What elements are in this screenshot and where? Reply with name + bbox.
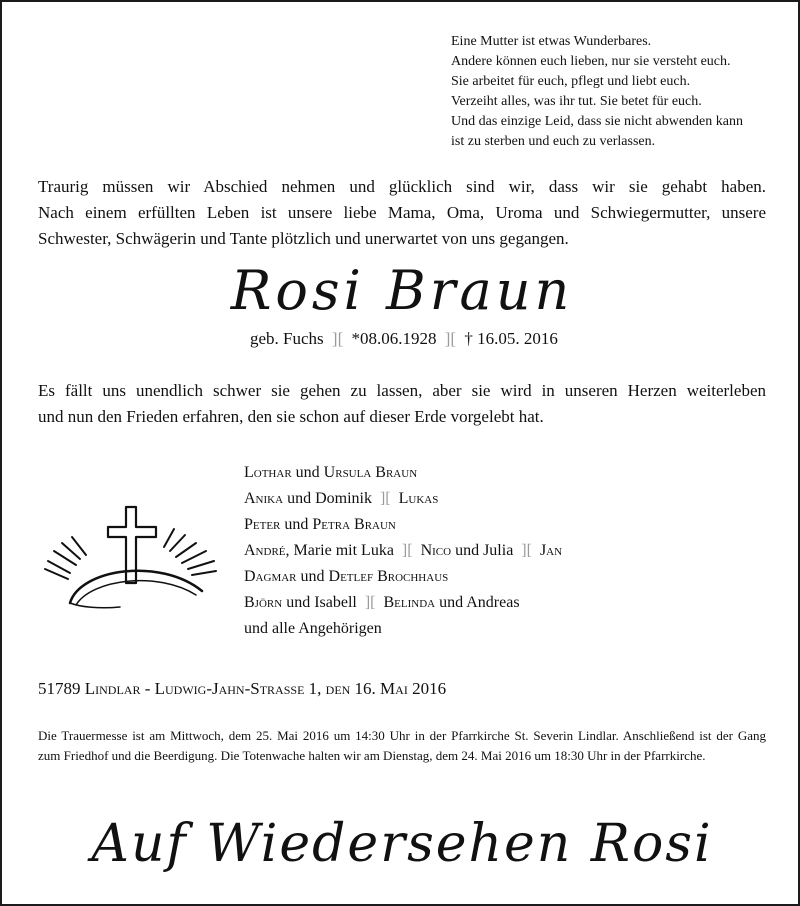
family-name: Julia (483, 542, 514, 559)
family-name: Isabell (314, 594, 357, 611)
poem-line: Andere können euch lieben, nur sie versteht euch. (451, 54, 731, 69)
family-name: Lothar (244, 464, 292, 481)
conjunction: und (295, 464, 320, 481)
family-name: Jan (539, 542, 563, 559)
family-name: Petra (312, 516, 351, 533)
family-surname: Brochhaus (377, 568, 449, 585)
poem (451, 32, 771, 152)
family-name: Anika (244, 490, 284, 507)
poem-line: Eine Mutter ist etwas Wunderbares. (451, 34, 652, 49)
separator: ][ (401, 542, 413, 559)
separator: ][ (521, 542, 532, 559)
family-line (244, 590, 562, 616)
death-date: † 16.05. 2016 (464, 329, 558, 348)
poem-line: Verzeiht alles, was ihr tut. Sie betet für euch. (451, 94, 702, 109)
other-relatives: und alle Angehörigen (244, 620, 382, 637)
family-name: Marie mit Luka (293, 542, 394, 559)
family-line (244, 564, 562, 590)
poem-line: ist zu sterben und euch zu verlassen. (451, 134, 656, 149)
conjunction: und (455, 542, 480, 559)
comma: , (285, 542, 290, 559)
family-name: Nico (420, 542, 452, 559)
cross-on-hill-icon (40, 499, 220, 611)
family-name: Dagmar (244, 568, 297, 585)
farewell-title: Auf Wiedersehen Rosi (91, 814, 713, 874)
notice-line: zum Friedhof und die Beerdigung. Die Totenwache halten wir am Dienstag, dem 24. Mai 2016 um 18:30 Uhr in der Pfarrkirche. (38, 748, 706, 763)
family-name: Lukas (398, 490, 439, 507)
address-line: 51789 Lindlar - Ludwig-Jahn-Strasse 1, den 16. Mai 2016 (38, 679, 447, 698)
family-name: Björn (244, 594, 283, 611)
family-line (244, 486, 562, 512)
intro-text (38, 174, 766, 252)
separator: ][ (444, 329, 457, 348)
conjunction: und (300, 568, 325, 585)
family-name: Belinda (383, 594, 436, 611)
family-name: André (244, 542, 286, 559)
conjunction: und (284, 516, 309, 533)
conjunction: und (286, 594, 311, 611)
intro-line: Schwester, Schwägerin und Tante plötzlich und unerwartet von uns gegangen. (38, 229, 569, 248)
family-line (244, 460, 562, 486)
notice-line: Die Trauermesse ist am Mittwoch, dem 25. Mai 2016 um 14:30 Uhr in der Pfarrkirche St. Severin Lindlar. Anschließend ist der Gang (38, 728, 766, 743)
funeral-notice (38, 726, 766, 766)
paragraph-line: Es fällt uns unendlich schwer sie gehen zu lassen, aber sie wird in unseren Herzen weiterleben (38, 381, 766, 400)
separator: ][ (364, 594, 376, 611)
deceased-name: Rosi Braun (230, 259, 574, 322)
family-name: Ursula (323, 464, 372, 481)
paragraph-line: und nun den Frieden erfahren, den sie schon auf dieser Erde vorgelebt hat. (38, 407, 544, 426)
family-name: Andreas (466, 594, 520, 611)
family-list (244, 460, 562, 642)
conjunction: und (287, 490, 312, 507)
family-surname: Braun (375, 464, 418, 481)
conjunction: und (439, 594, 464, 611)
family-name: Dominik (315, 490, 372, 507)
poem-line: Und das einzige Leid, dass sie nicht abwenden kann (451, 114, 743, 129)
family-line (244, 538, 562, 564)
family-name: Detlef (328, 568, 374, 585)
poem-line: Sie arbeitet für euch, pflegt und liebt euch. (451, 74, 691, 89)
intro-line: Nach einem erfüllten Leben ist unsere liebe Mama, Oma, Uroma und Schwiegermutter, unsere (38, 203, 766, 222)
birth-name: geb. Fuchs (250, 329, 324, 348)
family-name: Peter (244, 516, 281, 533)
intro-line: Traurig müssen wir Abschied nehmen und glücklich sind wir, dass wir sie gehabt haben. (38, 177, 766, 196)
birth-date: *08.06.1928 (351, 329, 437, 348)
family-line (244, 512, 562, 538)
life-dates (250, 328, 558, 350)
family-line (244, 616, 562, 642)
family-surname: Braun (354, 516, 396, 533)
farewell-paragraph (38, 378, 766, 430)
separator: ][ (331, 329, 344, 348)
separator: ][ (379, 490, 391, 507)
